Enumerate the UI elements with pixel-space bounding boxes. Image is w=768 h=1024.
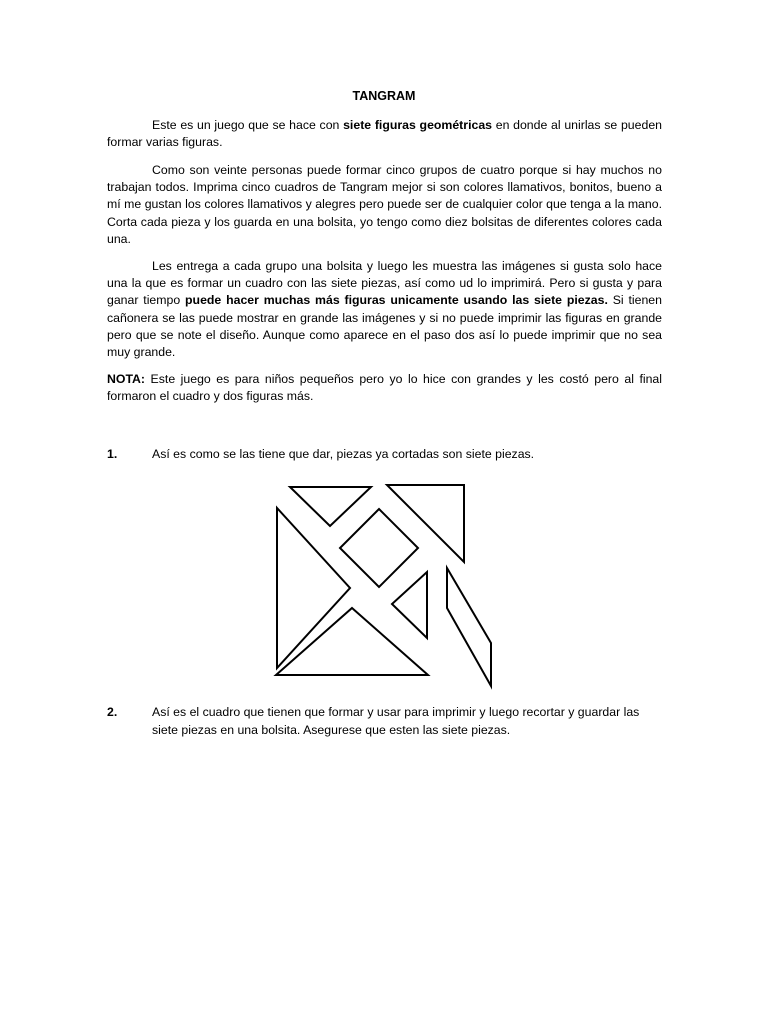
intro-text-c: en donde al unirlas se pueden formar varias figuras. (107, 118, 663, 150)
tangram-piece-small-right-triangle (392, 572, 427, 638)
paragraph-intro (107, 117, 662, 151)
instructions-text-c: Si tienen cañonera se las puede mostrar en grande las imágenes y si no puede imprimir las figuras en grande pero que se note el diseño. Aunque como aparece en el paso dos así lo puede imprimir que no sea muy grande. (107, 293, 662, 360)
tangram-piece-top-triangle (290, 487, 371, 526)
document-title: TANGRAM (352, 89, 416, 103)
intro-text-a: Este es un juego que se hace con (152, 118, 344, 132)
paragraph-groups (107, 162, 662, 248)
tangram-piece-parallelogram (447, 568, 491, 686)
instructions-bold-text: puede hacer muchas más figuras unicamente usando las siete piezas. (185, 293, 608, 308)
paragraph-instructions (107, 258, 662, 361)
step-2-number: 2. (107, 705, 118, 719)
nota-text: Este juego es para niños pequeños pero yo lo hice con grandes y les costó pero al final formaron el cuadro y dos figuras más. (107, 372, 662, 404)
step-1-text: Así es como se las tiene que dar, piezas ya cortadas son siete piezas. (152, 447, 535, 461)
tangram-pieces-illustration (270, 478, 495, 693)
groups-text: Como son veinte personas puede formar cinco grupos de cuatro porque si hay muchos no trabajan todos. Imprima cinco cuadros de Tangram mejor si son colores llamativos, bonitos, bueno a mí me gustan los colores llamativos y alegres pero puede ser de cualquier color que tenga a la mano. Corta cada pieza y los guarda en una bolsita, yo tengo como diez bolsitas de diferentes colores cada una. (107, 163, 662, 246)
step-2-text: Así es el cuadro que tienen que formar y usar para imprimir y luego recortar y guardar las siete piezas en una bolsita. Asegurese que esten las siete piezas. (152, 705, 640, 737)
step-1-number: 1. (107, 447, 118, 461)
paragraph-nota (107, 371, 662, 405)
instructions-text-a: Les entrega a cada grupo una bolsita y luego les muestra las imágenes si gusta solo hace una la que es formar un cuadro con las siete piezas, así como ud lo imprimirá. Pero si gusta y para ganar tiempo (107, 259, 662, 308)
tangram-piece-center-square (340, 509, 418, 587)
nota-label: NOTA: (107, 372, 146, 386)
intro-bold-text: siete figuras geométricas (343, 118, 493, 132)
